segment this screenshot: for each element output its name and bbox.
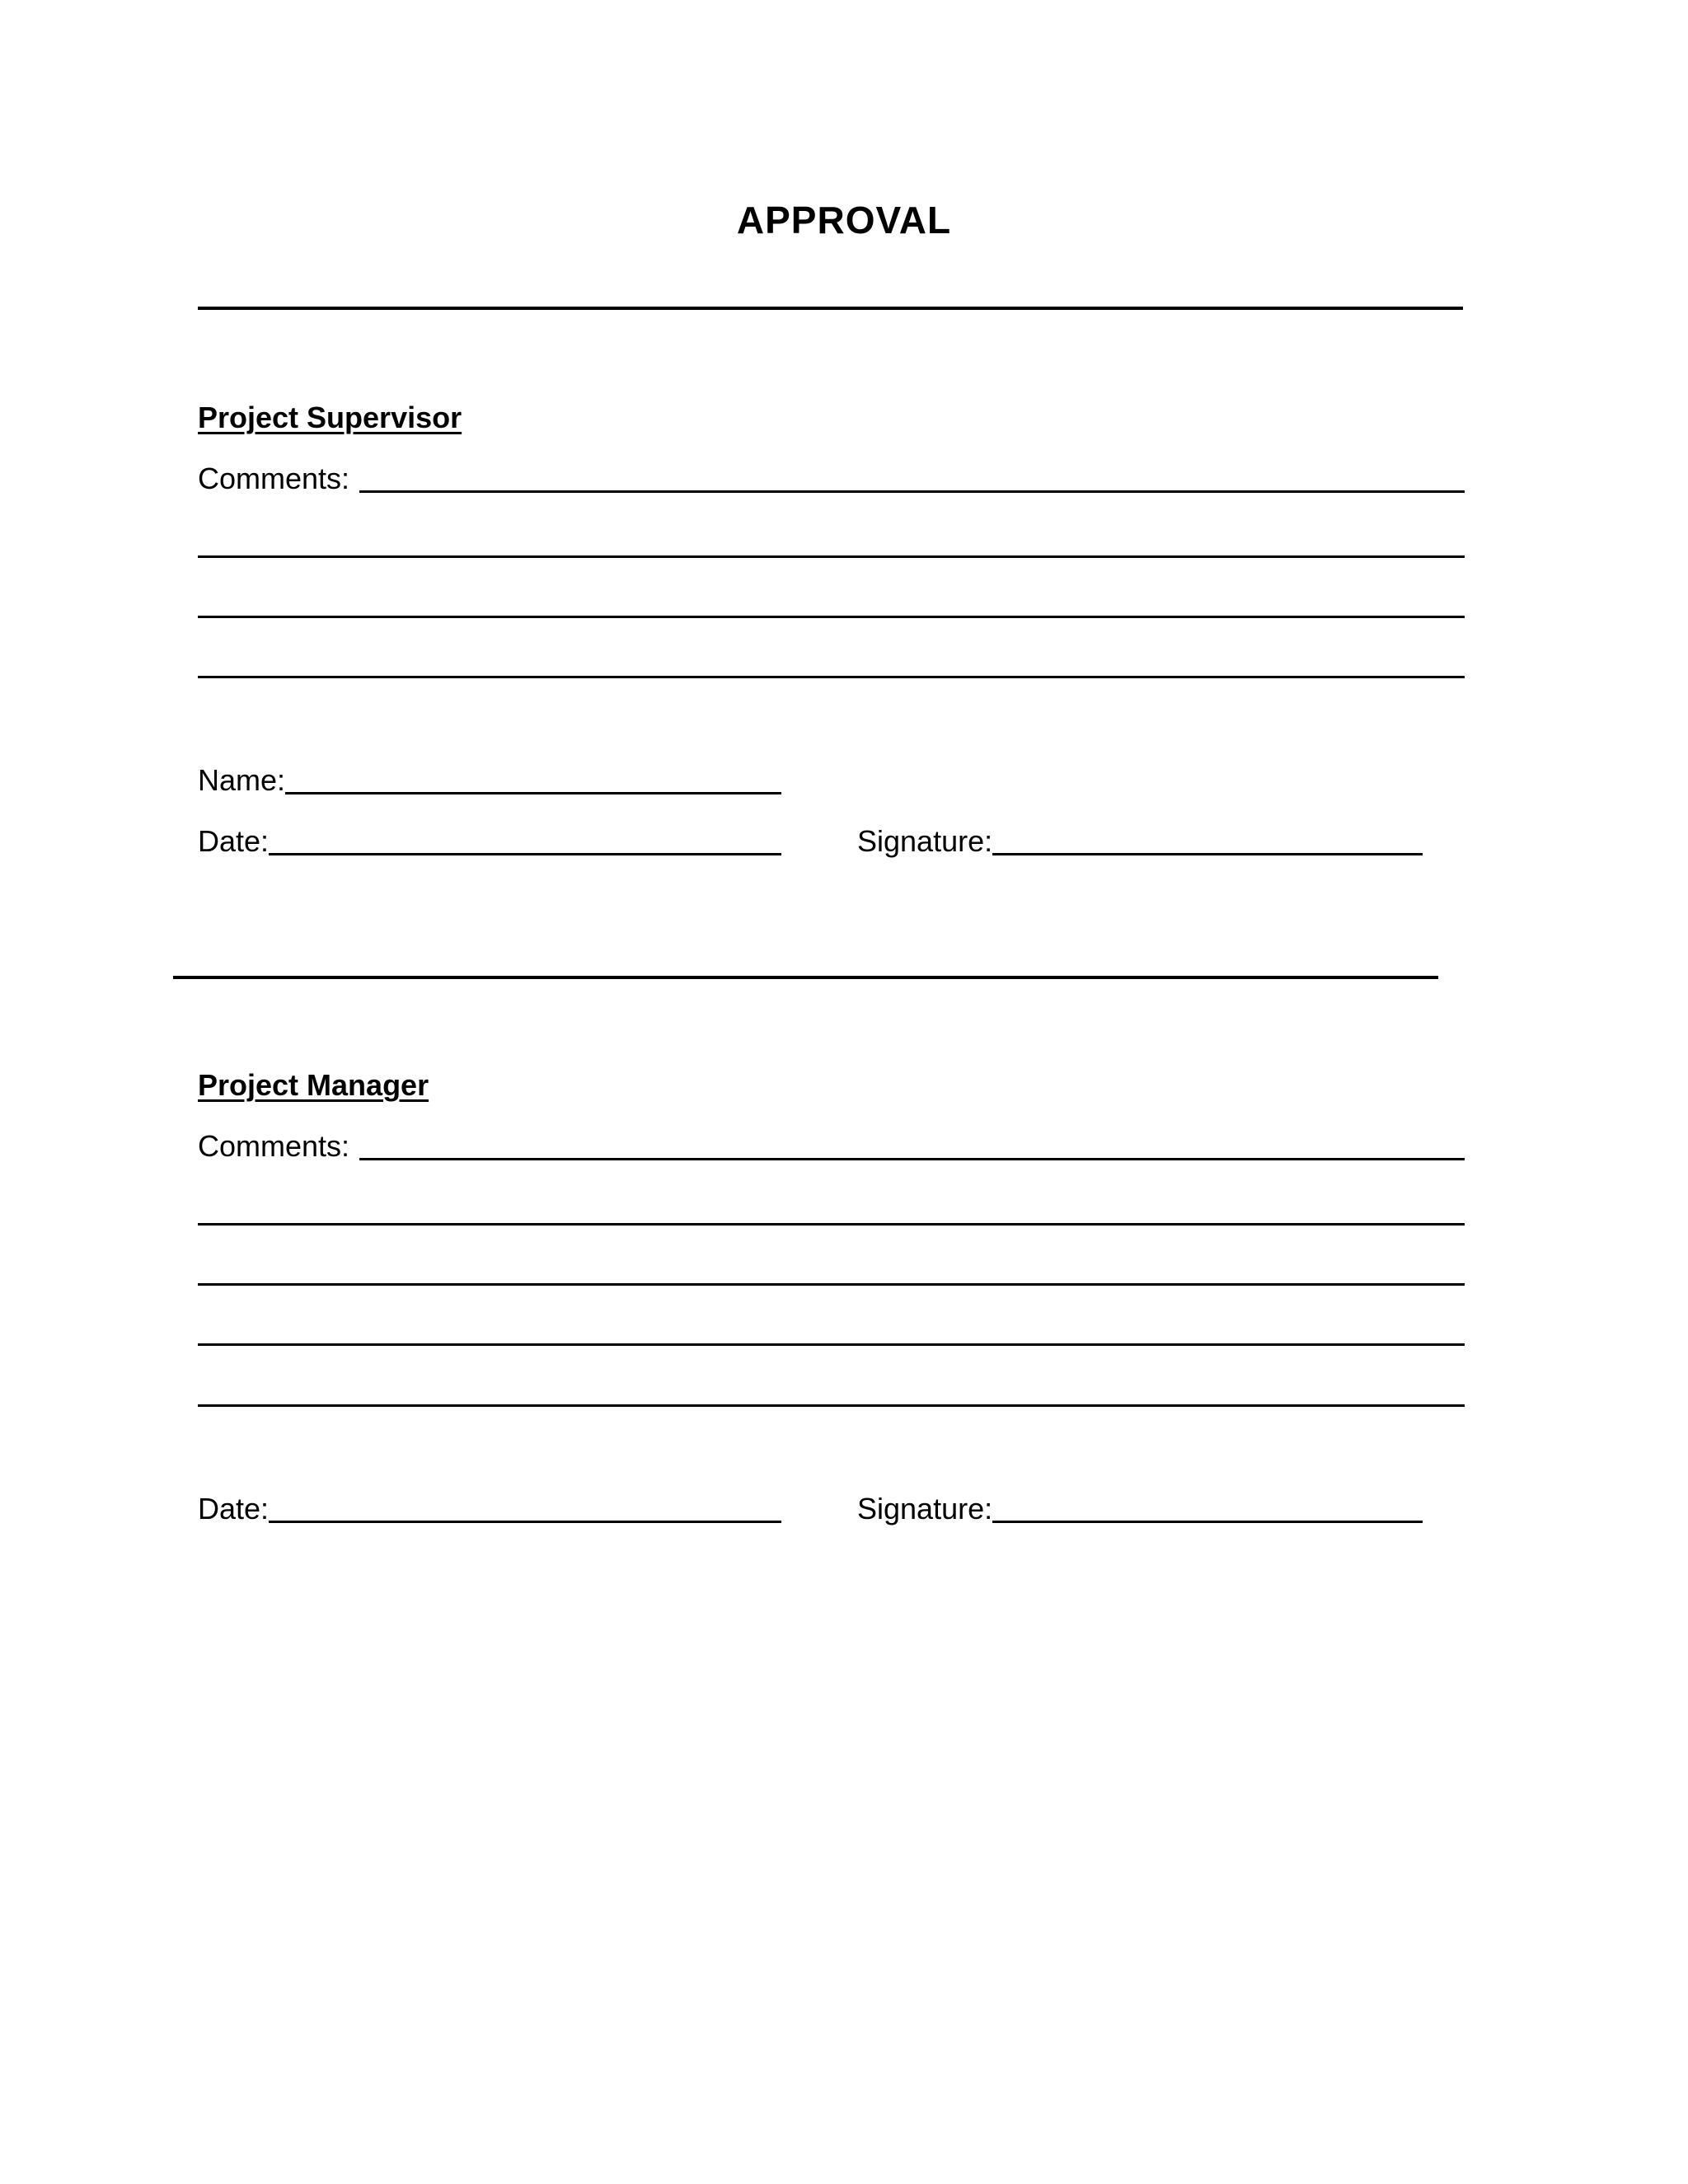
supervisor-date-field[interactable] (198, 821, 781, 859)
supervisor-comments-label: Comments: (198, 462, 350, 495)
supervisor-comments-line-4[interactable] (198, 676, 1465, 678)
manager-comments-line-5[interactable] (198, 1404, 1465, 1407)
supervisor-signature-input[interactable] (992, 823, 1423, 855)
page-title: APPROVAL (736, 199, 952, 241)
supervisor-comments-line-3[interactable] (198, 616, 1465, 618)
manager-comments-line-2[interactable] (198, 1223, 1465, 1226)
manager-heading: Project Manager (198, 1068, 429, 1102)
supervisor-comments-input[interactable] (359, 461, 1465, 493)
manager-signature-input[interactable] (992, 1491, 1423, 1523)
supervisor-comments-field[interactable] (198, 458, 1465, 496)
manager-date-label: Date: (198, 1492, 270, 1526)
manager-comments-line-4[interactable] (198, 1343, 1465, 1346)
manager-comments-line-3[interactable] (198, 1283, 1465, 1286)
title-divider (198, 307, 1463, 310)
supervisor-name-field[interactable] (198, 760, 781, 798)
manager-signature-label: Signature: (857, 1492, 993, 1526)
manager-date-input[interactable] (269, 1491, 781, 1523)
supervisor-comments-line-2[interactable] (198, 555, 1465, 558)
manager-date-field[interactable] (198, 1488, 781, 1526)
manager-comments-label: Comments: (198, 1129, 350, 1163)
supervisor-signature-label: Signature: (857, 824, 993, 858)
supervisor-signature-field[interactable] (857, 821, 1423, 859)
supervisor-date-input[interactable] (269, 823, 781, 855)
supervisor-date-label: Date: (198, 824, 270, 858)
supervisor-heading: Project Supervisor (198, 401, 462, 434)
supervisor-name-input[interactable] (285, 762, 781, 794)
manager-comments-field[interactable] (198, 1126, 1465, 1164)
section-divider (173, 976, 1438, 979)
manager-signature-field[interactable] (857, 1488, 1423, 1526)
manager-comments-input[interactable] (359, 1128, 1465, 1160)
supervisor-name-label: Name: (198, 763, 286, 797)
